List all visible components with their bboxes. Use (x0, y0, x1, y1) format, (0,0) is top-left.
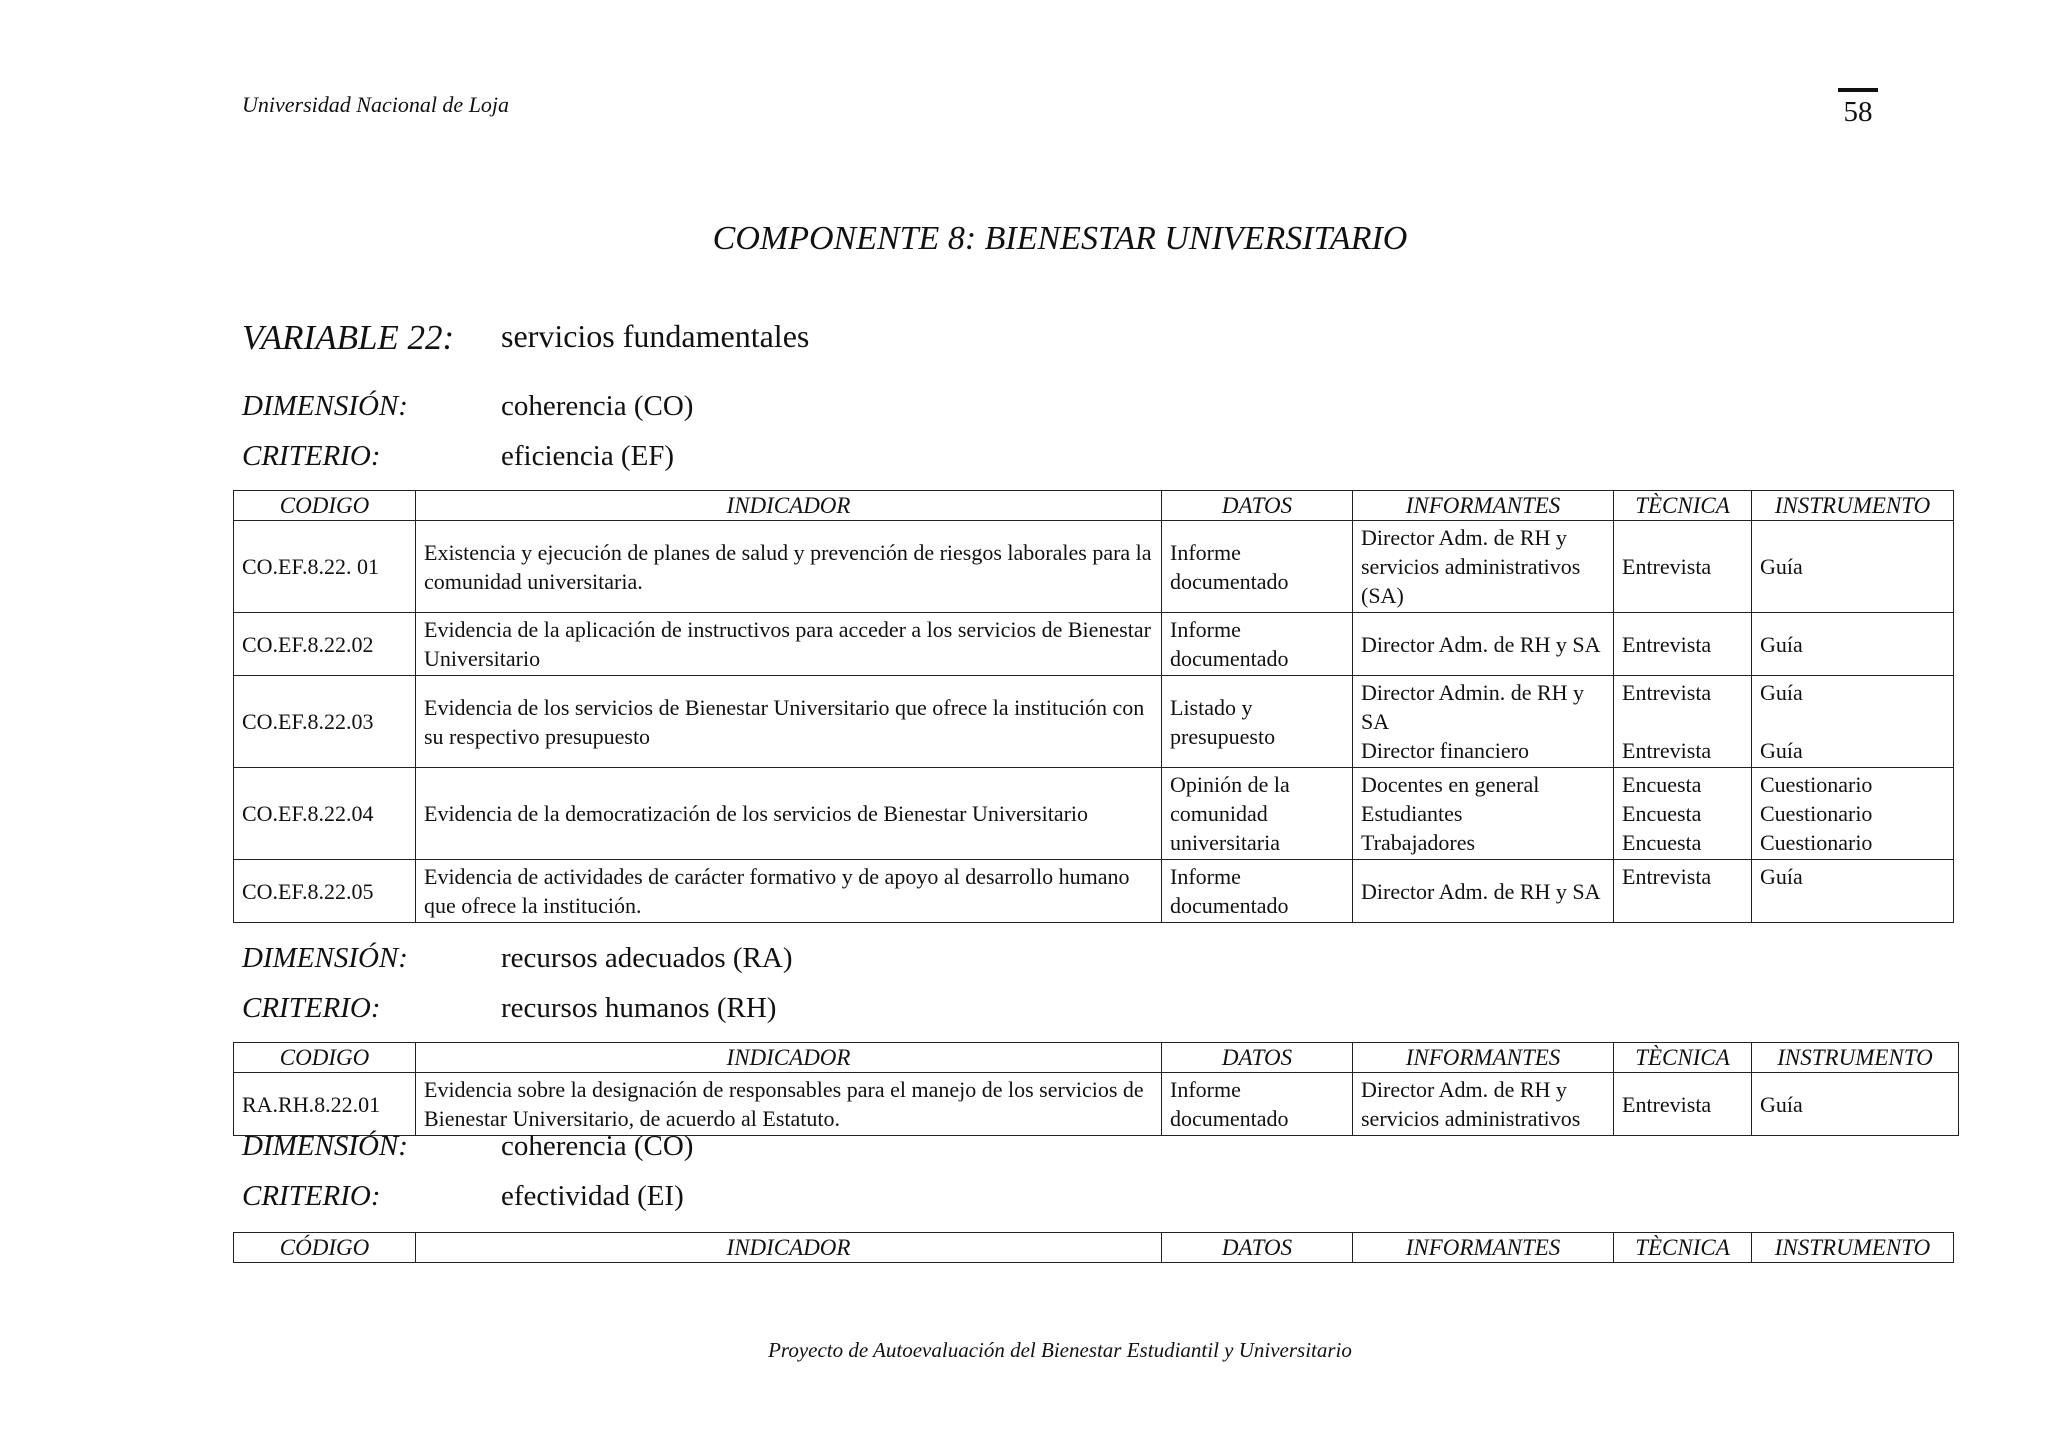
indicator-table-2 (233, 1042, 1959, 1136)
page-number: 58 (1838, 88, 1878, 129)
cell-instrumento: Guía (1752, 1073, 1959, 1136)
running-header: Universidad Nacional de Loja (242, 92, 510, 117)
col-tecnica: TÈCNICA (1614, 1043, 1752, 1073)
dimension-value: coherencia (CO) (501, 1130, 694, 1162)
cell-tecnica: Entrevista (1614, 521, 1752, 613)
cell-informantes (1353, 768, 1614, 860)
indicator-table-3 (233, 1232, 1954, 1263)
informante-line: Director Admin. de RH y SA (1361, 680, 1585, 734)
cell-instrumento (1752, 768, 1954, 860)
table-row (234, 860, 1954, 923)
cell-instrumento: Guía (1752, 521, 1954, 613)
tecnica-line: Encuesta (1622, 830, 1702, 855)
cell-tecnica: Entrevista (1614, 1073, 1752, 1136)
cell-instrumento: Guía (1752, 613, 1954, 676)
col-tecnica: TÈCNICA (1614, 1233, 1752, 1263)
variable-label: VARIABLE 22: (242, 318, 455, 357)
col-instrumento: INSTRUMENTO (1752, 491, 1954, 521)
cell-indicador: Evidencia de la democratización de los servicios de Bienestar Universitario (416, 768, 1162, 860)
cell-datos: Informe documentado (1162, 860, 1353, 923)
dimension-label: DIMENSIÓN: (242, 942, 408, 974)
criterio-label: CRITERIO: (242, 440, 381, 472)
cell-tecnica (1614, 768, 1752, 860)
informante-line: Trabajadores (1361, 830, 1476, 855)
cell-instrumento (1752, 676, 1954, 768)
criterio-label: CRITERIO: (242, 992, 381, 1024)
col-indicador: INDICADOR (416, 491, 1162, 521)
table-header-row (234, 1043, 1959, 1073)
cell-indicador: Evidencia sobre la designación de responsables para el manejo de los servicios de Bienestar Universitario, de acuerdo al Estatuto. (416, 1073, 1162, 1136)
table-row (234, 676, 1954, 768)
cell-datos: Opinión de la comunidad universitaria (1162, 768, 1353, 860)
cell-datos: Informe documentado (1162, 521, 1353, 613)
cell-indicador: Evidencia de la aplicación de instructivos para acceder a los servicios de Bienestar Universitario (416, 613, 1162, 676)
cell-indicador: Evidencia de los servicios de Bienestar Universitario que ofrece la institución con su respectivo presupuesto (416, 676, 1162, 768)
table-row (234, 613, 1954, 676)
cell-tecnica: Entrevista (1614, 613, 1752, 676)
col-datos: DATOS (1162, 1233, 1353, 1263)
cell-indicador: Evidencia de actividades de carácter formativo y de apoyo al desarrollo humano que ofrece la institución. (416, 860, 1162, 923)
criterio-label: CRITERIO: (242, 1180, 381, 1212)
instrumento-line: Cuestionario (1760, 772, 1873, 797)
col-datos: DATOS (1162, 1043, 1353, 1073)
component-title: COMPONENTE 8: BIENESTAR UNIVERSITARIO (712, 220, 1408, 257)
col-indicador: INDICADOR (416, 1043, 1162, 1073)
col-tecnica: TÈCNICA (1614, 491, 1752, 521)
cell-codigo: CO.EF.8.22. 01 (234, 521, 416, 613)
cell-datos: Informe documentado (1162, 1073, 1353, 1136)
tecnica-line: Entrevista (1622, 738, 1712, 763)
col-codigo: CODIGO (234, 1043, 416, 1073)
instrumento-line: Guía (1760, 680, 1803, 705)
cell-informantes: Director Adm. de RH y servicios administrativos (SA) (1353, 521, 1614, 613)
cell-codigo: CO.EF.8.22.02 (234, 613, 416, 676)
table-row (234, 768, 1954, 860)
tecnica-line: Encuesta (1622, 772, 1702, 797)
dimension-value: coherencia (CO) (501, 390, 694, 422)
cell-tecnica: Entrevista (1614, 860, 1752, 923)
col-instrumento: INSTRUMENTO (1752, 1233, 1954, 1263)
cell-informantes: Director Adm. de RH y SA (1353, 860, 1614, 923)
cell-indicador: Existencia y ejecución de planes de salud y prevención de riesgos laborales para la comunidad universitaria. (416, 521, 1162, 613)
informante-line: Docentes en general (1361, 772, 1540, 797)
cell-codigo: CO.EF.8.22.04 (234, 768, 416, 860)
table-header-row (234, 1233, 1954, 1263)
instrumento-line: Cuestionario (1760, 801, 1873, 826)
table-row (234, 1073, 1959, 1136)
col-informantes: INFORMANTES (1353, 1233, 1614, 1263)
informante-line: Estudiantes (1361, 801, 1463, 826)
cell-tecnica (1614, 676, 1752, 768)
cell-codigo: CO.EF.8.22.03 (234, 676, 416, 768)
col-instrumento: INSTRUMENTO (1752, 1043, 1959, 1073)
criterio-value: efectividad (EI) (501, 1180, 684, 1212)
col-datos: DATOS (1162, 491, 1353, 521)
informante-line: Director financiero (1361, 738, 1529, 763)
table-row (234, 521, 1954, 613)
cell-informantes (1353, 676, 1614, 768)
cell-datos: Listado y presupuesto (1162, 676, 1353, 768)
table-header-row (234, 491, 1954, 521)
instrumento-line: Cuestionario (1760, 830, 1873, 855)
instrumento-line: Guía (1760, 738, 1803, 763)
col-codigo: CÓDIGO (234, 1233, 416, 1263)
criterio-value: recursos humanos (RH) (501, 992, 777, 1024)
tecnica-line: Encuesta (1622, 801, 1702, 826)
dimension-value: recursos adecuados (RA) (501, 942, 793, 974)
variable-value: servicios fundamentales (501, 318, 810, 354)
tecnica-line: Entrevista (1622, 680, 1712, 705)
col-informantes: INFORMANTES (1353, 1043, 1614, 1073)
dimension-label: DIMENSIÓN: (242, 1130, 408, 1162)
cell-codigo: RA.RH.8.22.01 (234, 1073, 416, 1136)
criterio-value: eficiencia (EF) (501, 440, 675, 472)
col-indicador: INDICADOR (416, 1233, 1162, 1263)
cell-instrumento: Guía (1752, 860, 1954, 923)
col-informantes: INFORMANTES (1353, 491, 1614, 521)
cell-datos: Informe documentado (1162, 613, 1353, 676)
col-codigo: CODIGO (234, 491, 416, 521)
cell-codigo: CO.EF.8.22.05 (234, 860, 416, 923)
indicator-table-1 (233, 490, 1954, 923)
cell-informantes: Director Adm. de RH y servicios administrativos (1353, 1073, 1614, 1136)
dimension-label: DIMENSIÓN: (242, 390, 408, 422)
cell-informantes: Director Adm. de RH y SA (1353, 613, 1614, 676)
page-footer: Proyecto de Autoevaluación del Bienestar Estudiantil y Universitario (768, 1338, 1352, 1362)
